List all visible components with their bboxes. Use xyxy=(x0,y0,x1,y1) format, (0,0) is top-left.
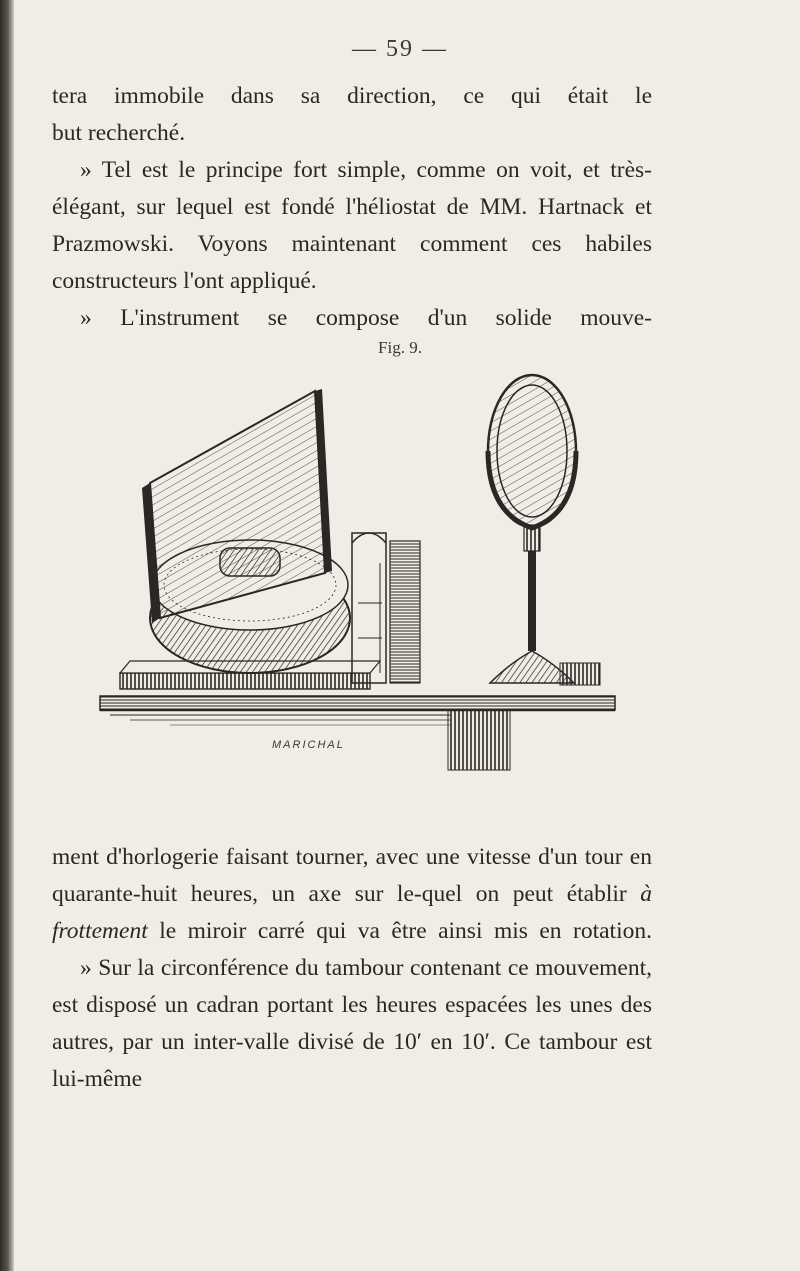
engraver-signature: MARICHAL xyxy=(272,739,345,751)
paragraph-line: tera immobile dans sa direction, ce qui était le xyxy=(52,83,652,109)
paragraph: » L'instrument se compose d'un solide mouve- xyxy=(80,305,652,331)
text-run: ment d'horlogerie faisant tourner, avec une vitesse d'un tour en quarante-huit heures, un axe sur le-quel on peut établir xyxy=(52,844,652,907)
book-binding-edge xyxy=(0,0,14,1271)
paragraph: » Sur la circonférence du tambour contenant ce mouvement, est disposé un cadran portant les heures espacées les unes des autres, par un inter-valle divisé de 10′ en 10′. Ce tambour est lui-même xyxy=(52,955,652,1092)
bottom-text-block xyxy=(52,839,652,1098)
heliostat-engraving-icon xyxy=(90,363,650,778)
figure-label: Fig. 9. xyxy=(378,338,422,357)
paragraph: » Tel est le principe fort simple, comme on voit, et très-élégant, sur lequel est fondé l'héliostat de MM. Hartnack et Prazmowski. Voyons maintenant comment ces habiles constructeurs l'ont appliqué. xyxy=(52,157,652,294)
paragraph xyxy=(52,839,652,950)
page-number: — 59 — xyxy=(352,36,448,62)
text-run: le miroir carré qui va être ainsi mis en rotation. xyxy=(147,918,652,944)
emphasis-text: à frottement xyxy=(52,881,652,944)
paragraph-line: but recherché. xyxy=(52,120,186,146)
top-text-block xyxy=(52,78,652,337)
